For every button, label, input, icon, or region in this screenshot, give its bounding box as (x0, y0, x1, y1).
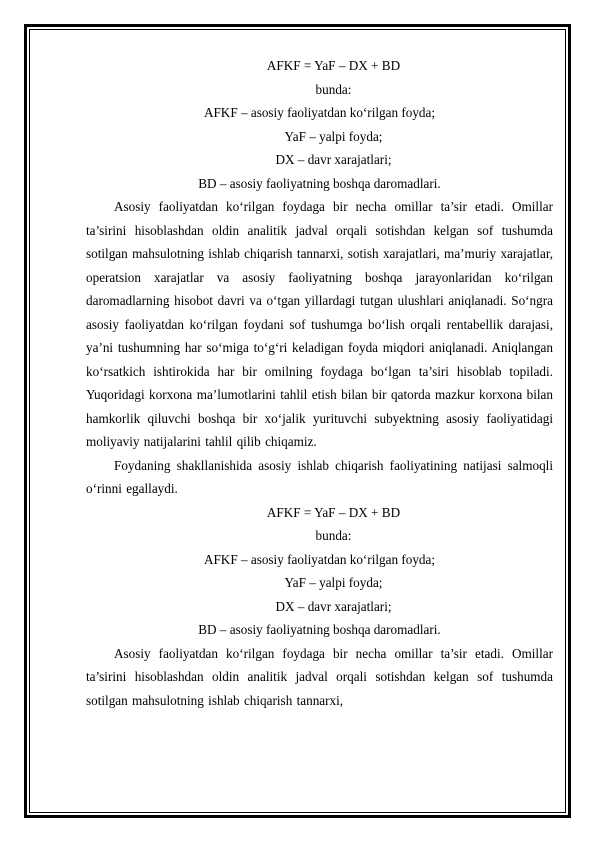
definition-afkf: AFKF – asosiy faoliyatdan ko‘rilgan foyda; (203, 551, 436, 567)
definition-yaf: YaF – yalpi foyda; (284, 128, 383, 144)
paragraph-factors: Asosiy faoliyatdan ko‘rilgan foydaga bir necha omillar ta’sir etadi. Omillar ta’sirini hisoblashdan oldin analitik jadval orqali sotishdan kelgan sof tushumda sotilgan mahsulotning ishlab chiqarish tannarxi, sotish xarajatlari, ma’muriy xarajatlar, operatsion xarajatlar va asosiy faoliyatning boshqa jarayonlaridan ko‘rilgan daromadlarning hisobot davri va o‘tgan yillardagi tutgan ulushlari aniqlanadi. So‘ngra asosiy faoliyatdan ko‘rilgan foydani sof tushumga bo‘lish orqali rentabellik darajasi, ya’ni tushumning har so‘miga to‘g‘ri keladigan foyda miqdori aniqlanadi. Aniqlangan ko‘rsatkich ishtirokida har bir omilning foydaga bo‘lgan ta’siri hisoblab topiladi. Yuqoridagi korxona ma’lumotlarini tahlil etish bilan bir qatorda mazkur korxona bilan hamkorlik qiluvchi boshqa bir xo‘jalik yurituvchi subyektning asosiy faoliyatidagi moliyaviy natijalarini tahlil qilib chiqamiz. (86, 199, 553, 449)
paragraph-formation: Foydaning shakllanishida asosiy ishlab chiqarish faoliyatining natijasi salmoqli o‘rinni egallaydi. (86, 457, 553, 496)
paragraph-factors-repeat: Asosiy faoliyatdan ko‘rilgan foydaga bir necha omillar ta’sir etadi. Omillar ta’sirini hisoblashdan oldin analitik jadval orqali sotishdan kelgan sof tushumda sotilgan mahsulotning ishlab chiqarish tannarxi, (86, 645, 553, 708)
formula: AFKF = YaF – DX + BD (266, 58, 401, 73)
document-body (86, 54, 553, 712)
definition-bd: BD – asosiy faoliyatning boshqa daromadlari. (198, 175, 441, 191)
definition-dx: DX – davr xarajatlari; (275, 598, 392, 614)
definition-bd: BD – asosiy faoliyatning boshqa daromadlari. (198, 622, 441, 637)
definition-yaf: YaF – yalpi foyda; (284, 575, 383, 590)
formula: AFKF = YaF – DX + BD (266, 504, 401, 520)
where-label: bunda: (315, 81, 352, 97)
definition-dx: DX – davr xarajatlari; (275, 152, 392, 167)
where-label: bunda: (315, 528, 352, 543)
definition-afkf: AFKF – asosiy faoliyatdan ko‘rilgan foyda; (203, 105, 436, 120)
